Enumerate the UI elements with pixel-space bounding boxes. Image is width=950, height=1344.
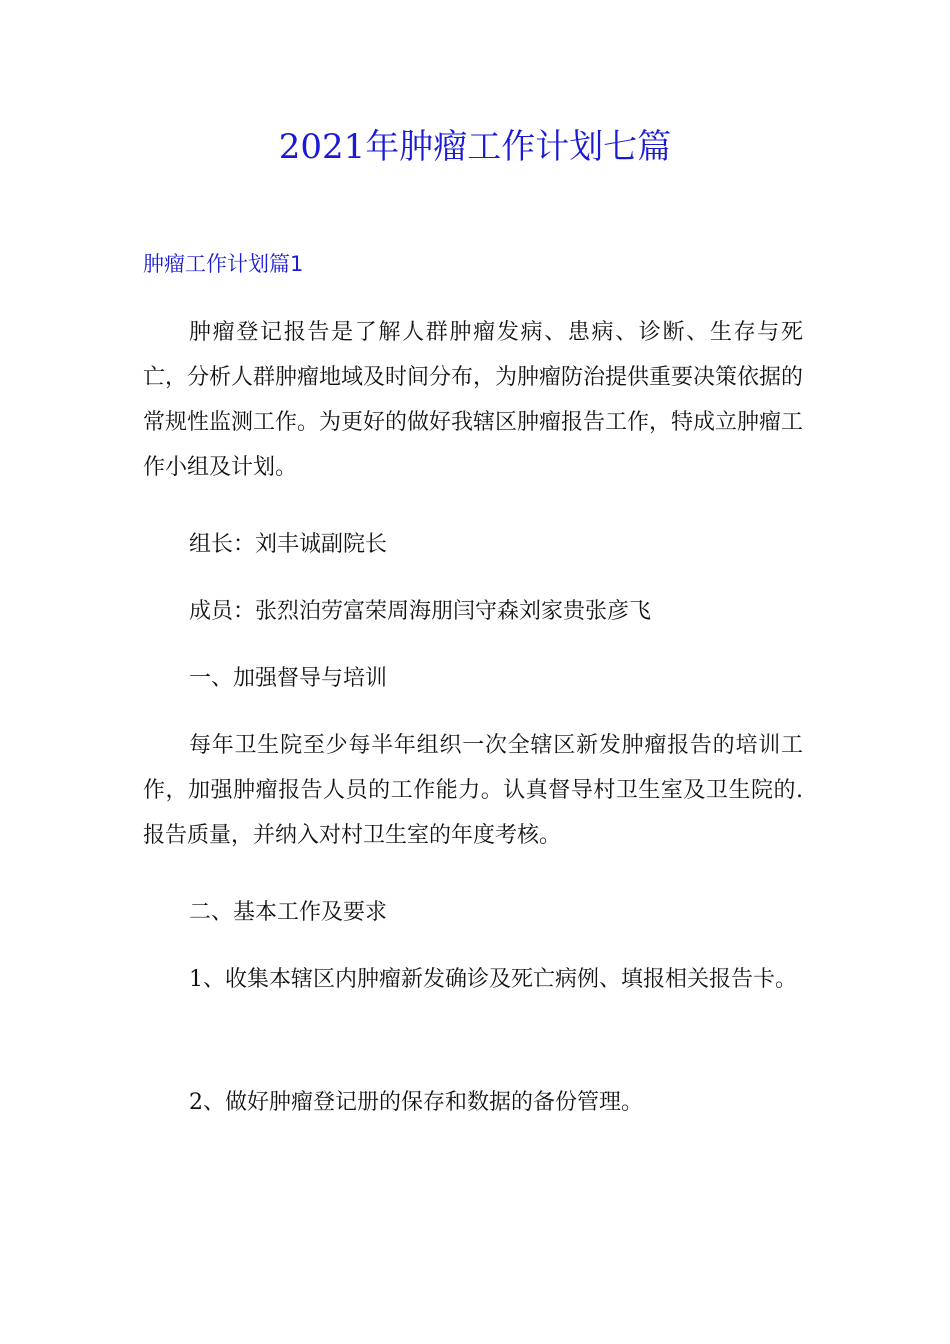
paragraph-section-one: 一、加强督导与培训 [189,666,388,691]
paragraph-item-one: 1、收集本辖区内肿瘤新发确诊及死亡病例、填报相关报告卡。 [189,967,797,992]
paragraph-intro: 肿瘤登记报告是了解人群肿瘤发病、患病、诊断、生存与死亡，分析人群肿瘤地域及时间分布，为肿瘤防治提供重要决策依据的常规性监测工作。为更好的做好我辖区肿瘤报告工作，特成立肿瘤工作小组及计划。 [143,320,804,480]
document-title: 2021年肿瘤工作计划七篇 [278,127,672,167]
paragraph-leader: 组长：刘丰诚副院长 [189,532,388,557]
paragraph-section-two: 二、基本工作及要求 [189,900,388,925]
section-heading: 肿瘤工作计划篇1 [143,252,304,276]
paragraph-training: 每年卫生院至少每半年组织一次全辖区新发肿瘤报告的培训工作，加强肿瘤报告人员的工作能力。认真督导村卫生室及卫生院的.报告质量，并纳入对村卫生室的年度考核。 [143,733,803,848]
paragraph-members: 成员：张烈泊劳富荣周海朋闫守森刘家贵张彦飞 [189,599,652,624]
paragraph-item-two: 2、做好肿瘤登记册的保存和数据的备份管理。 [189,1090,643,1115]
